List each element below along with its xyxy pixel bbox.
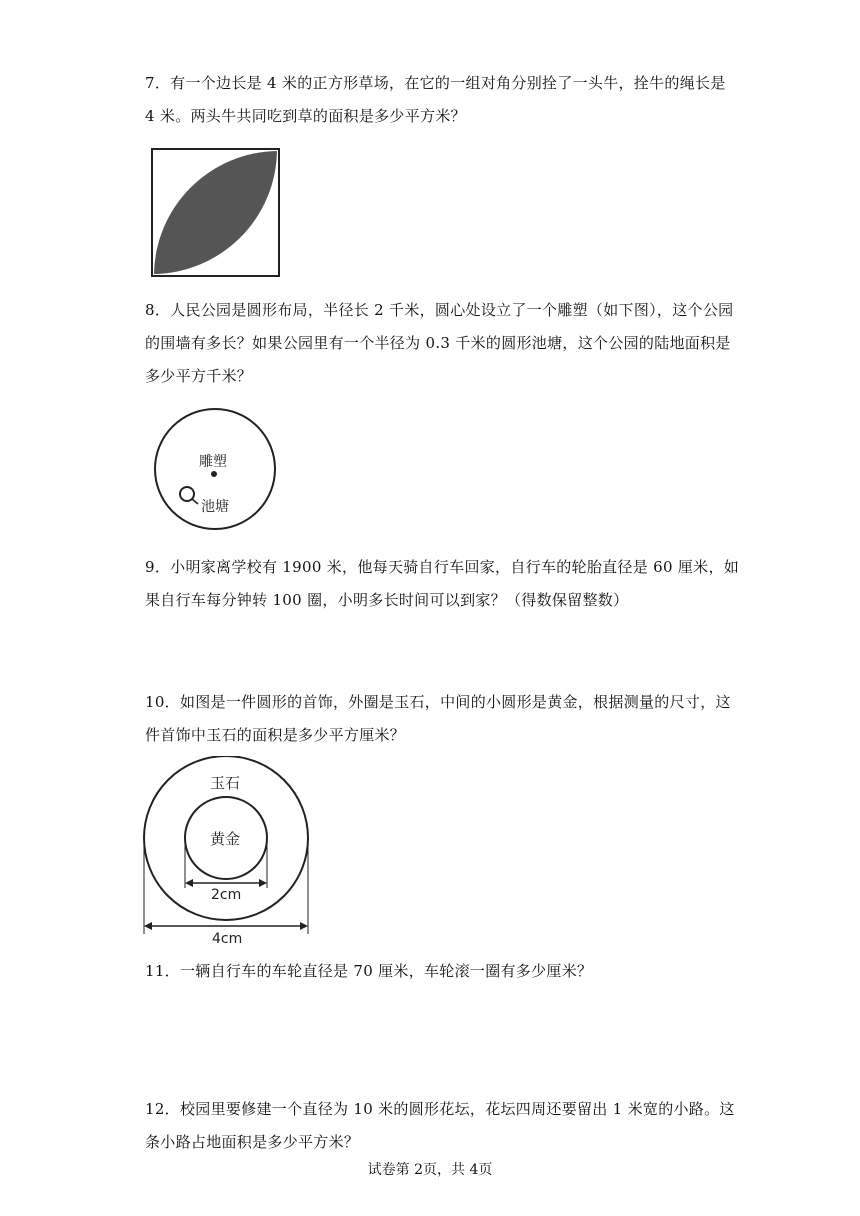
q10-text-line-1: 10．如图是一件圆形的首饰，外圈是玉石，中间的小圆形是黄金，根据测量的尺寸，这 [145,693,731,711]
q8-park-figure [150,404,282,536]
q8-text-line-3: 多少平方千米？ [145,367,253,385]
pond-label: 池塘 [201,499,229,515]
outer-arrow-left [144,922,152,930]
outer-arrow-right [300,922,308,930]
jade-label: 玉石 [210,774,241,792]
shared-grass-region [154,151,277,274]
q7-text-line-1: 7．有一个边长是 4 米的正方形草场，在它的一组对角分别拴了一头牛，拴牛的绳长是 [145,74,726,92]
q7-square-field-figure [148,146,284,282]
q9-text-line-2: 果自行车每分钟转 100 圈，小明多长时间可以到家？（得数保留整数） [145,591,629,609]
inner-diameter-label: 2cm [211,887,242,903]
gold-label: 黄金 [210,830,241,848]
q11-text-line-1: 11．一辆自行车的车轮直径是 70 厘米，车轮滚一圈有多少厘米？ [145,962,593,980]
q12-text-line-2: 条小路占地面积是多少平方米？ [145,1133,360,1151]
inner-arrow-left [185,879,193,887]
inner-arrow-right [259,879,267,887]
statue-label: 雕塑 [199,454,227,470]
q12-text-line-1: 12．校园里要修建一个直径为 10 米的圆形花坛，花坛四周还要留出 1 米宽的小路。这 [145,1100,735,1118]
q10-jewelry-figure [140,756,315,946]
pond-circle [180,487,194,501]
outer-diameter-label: 4cm [212,931,243,946]
pond-pointer-line [192,499,198,504]
q10-text-line-2: 件首饰中玉石的面积是多少平方厘米？ [145,726,406,744]
q8-text-line-2: 的围墙有多长？如果公园里有一个半径为 0.3 千米的圆形池塘，这个公园的陆地面积是 [145,334,731,352]
q8-text-line-1: 8．人民公园是圆形布局，半径长 2 千米，圆心处设立了一个雕塑（如下图），这个公园 [145,301,734,319]
q9-text-line-1: 9．小明家离学校有 1900 米，他每天骑自行车回家，自行车的轮胎直径是 60 厘米，如 [145,558,740,576]
page-footer: 试卷第 2页，共 4页 [367,1162,493,1178]
statue-center-dot [211,471,217,477]
q7-text-line-2: 4 米。两头牛共同吃到草的面积是多少平方米？ [145,107,466,125]
